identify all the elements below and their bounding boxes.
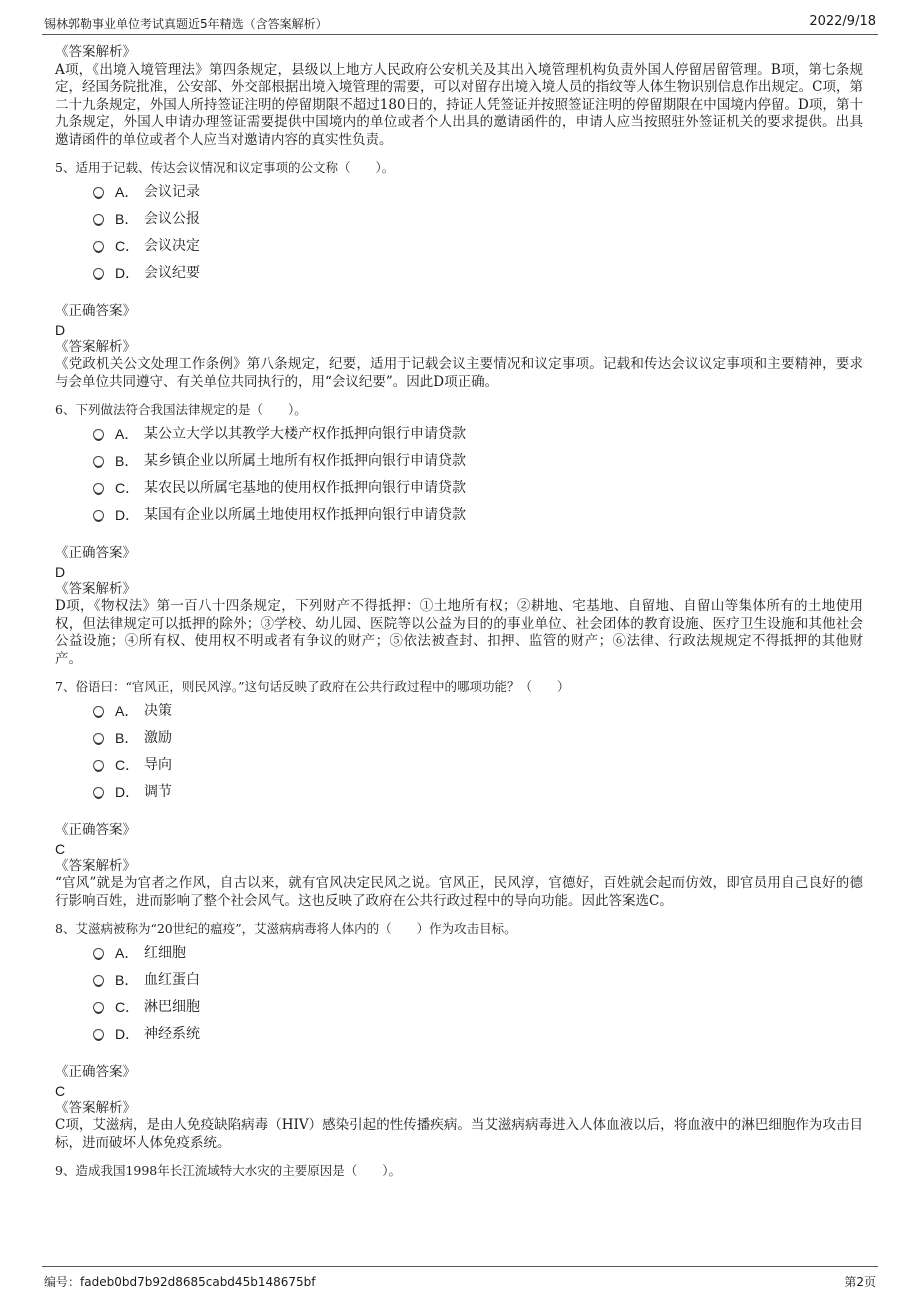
- option-letter: B．: [115, 211, 139, 227]
- option-text: 某公立大学以其教学大楼产权作抵押向银行申请贷款: [144, 426, 466, 442]
- option-text: 激励: [144, 730, 172, 746]
- option-text: 决策: [144, 703, 172, 719]
- option-c[interactable]: [55, 477, 863, 504]
- radio-icon[interactable]: [93, 760, 104, 771]
- question-6: 6、下列做法符合我国法律规定的是（ ）。: [55, 402, 307, 417]
- question-5: 5、适用于记载、传达会议情况和议定事项的公文称（ ）。: [55, 160, 395, 175]
- option-letter: B．: [115, 453, 139, 469]
- option-text: 神经系统: [144, 1026, 200, 1042]
- option-letter: A．: [115, 426, 139, 442]
- option-c[interactable]: [55, 996, 863, 1023]
- option-a[interactable]: [55, 181, 863, 208]
- correct-answer: C: [55, 1082, 66, 1099]
- correct-answer: D: [55, 321, 66, 338]
- analysis-label: 《答案解析》: [55, 338, 136, 355]
- option-a[interactable]: [55, 942, 863, 969]
- option-text: 导向: [144, 757, 172, 773]
- correct-answer-label: 《正确答案》: [55, 822, 136, 838]
- radio-icon[interactable]: [93, 510, 104, 521]
- option-text: 某乡镇企业以所属土地所有权作抵押向银行申请贷款: [144, 453, 466, 469]
- analysis-label: 《答案解析》: [55, 1099, 136, 1116]
- question-7: 7、俗语曰：“官风正，则民风淳。”这句话反映了政府在公共行政过程中的哪项功能？（ ）: [55, 679, 570, 694]
- radio-icon[interactable]: [93, 187, 104, 198]
- analysis-label: 《答案解析》: [55, 857, 136, 874]
- page-footer: [42, 1266, 878, 1291]
- option-b[interactable]: [55, 969, 863, 996]
- radio-icon[interactable]: [93, 733, 104, 744]
- radio-icon[interactable]: [93, 975, 104, 986]
- option-a[interactable]: [55, 423, 863, 450]
- analysis-text: 《党政机关公文处理工作条例》第八条规定，纪要，适用于记载会议主要情况和议定事项。记载和传达会议议定事项和主要精神，要求与会单位共同遵守、有关单位共同执行的，用“会议纪要”。因此D项正确。: [55, 356, 863, 390]
- option-text: 会议公报: [144, 211, 200, 227]
- option-text: 会议记录: [144, 184, 200, 200]
- option-d[interactable]: [55, 262, 863, 289]
- radio-icon[interactable]: [93, 1002, 104, 1013]
- analysis-label: 《答案解析》: [55, 44, 136, 60]
- option-letter: C．: [115, 757, 140, 773]
- analysis-text: C项，艾滋病，是由人免疫缺陷病毒（HIV）感染引起的性传播疾病。当艾滋病病毒进入人体血液以后，将血液中的淋巴细胞作为攻击目标，进而破坏人体免疫系统。: [55, 1117, 863, 1151]
- analysis-text: “官风”就是为官者之作风，自古以来，就有官风决定民风之说。官风正，民风淳，官德好，百姓就会起而仿效，即官员用自己良好的德行影响百姓，进而影响了整个社会风气。这也反映了政府在公共行政过程中的导向功能。因此答案选C。: [55, 875, 863, 909]
- option-text: 调节: [144, 784, 172, 800]
- option-letter: D．: [115, 784, 140, 800]
- option-text: 红细胞: [144, 945, 186, 961]
- radio-icon[interactable]: [93, 706, 104, 717]
- document-title: 锡林郭勒事业单位考试真题近5年精选（含答案解析）: [44, 17, 328, 31]
- analysis-text: D项，《物权法》第一百八十四条规定，下列财产不得抵押：①土地所有权；②耕地、宅基地、自留地、自留山等集体所有的土地使用权，但法律规定可以抵押的除外；③学校、幼儿园、医院等以公益为目的的事业单位、社会团体的教育设施、医疗卫生设施和其他社会公益设施；④所有权、使用权不明或者有争议的财产；⑤依法被查封、扣押、监管的财产；⑥法律、行政法规规定不得抵押的其他财产。: [55, 598, 863, 667]
- radio-icon[interactable]: [93, 948, 104, 959]
- option-letter: B．: [115, 972, 139, 988]
- radio-icon[interactable]: [93, 1029, 104, 1040]
- analysis-text: A项，《出境入境管理法》第四条规定，县级以上地方人民政府公安机关及其出入境管理机构负责外国人停留居留管理。B项，第七条规定，经国务院批准，公安部、外交部根据出境入境管理的需要，可以对留存出境入境人员的指纹等人体生物识别信息作出规定。C项，第二十九条规定，外国人所持签证注明的停留期限不超过180日的，持证人凭签证并按照签证注明的停留期限在中国境内停留。D项，第十九条规定，外国人申请办理签证需要提供中国境内的单位或者个人出具的邀请函件的，申请人应当按照驻外签证机关的要求提供。出具邀请函件的单位或者个人应当对邀请内容的真实性负责。: [55, 61, 863, 148]
- option-letter: C．: [115, 480, 140, 496]
- page-content: [55, 44, 863, 1184]
- radio-icon[interactable]: [93, 241, 104, 252]
- option-text: 会议决定: [144, 238, 200, 254]
- option-letter: D．: [115, 1026, 140, 1042]
- correct-answer-label: 《正确答案》: [55, 545, 136, 561]
- option-a[interactable]: [55, 700, 863, 727]
- radio-icon[interactable]: [93, 483, 104, 494]
- correct-answer-label: 《正确答案》: [55, 303, 136, 319]
- option-letter: A．: [115, 184, 139, 200]
- correct-answer: C: [55, 840, 66, 857]
- radio-icon[interactable]: [93, 268, 104, 279]
- option-letter: C．: [115, 999, 140, 1015]
- option-b[interactable]: [55, 208, 863, 235]
- radio-icon[interactable]: [93, 429, 104, 440]
- page-number: 第2页: [844, 1275, 876, 1289]
- option-letter: D．: [115, 507, 140, 523]
- option-text: 会议纪要: [144, 265, 200, 281]
- radio-icon[interactable]: [93, 214, 104, 225]
- option-text: 某农民以所属宅基地的使用权作抵押向银行申请贷款: [144, 480, 466, 496]
- page-header: [42, 10, 878, 35]
- option-c[interactable]: [55, 235, 863, 262]
- option-text: 血红蛋白: [144, 972, 200, 988]
- option-b[interactable]: [55, 727, 863, 754]
- option-c[interactable]: [55, 754, 863, 781]
- option-d[interactable]: [55, 781, 863, 808]
- option-letter: A．: [115, 945, 139, 961]
- radio-icon[interactable]: [93, 787, 104, 798]
- question-9: 9、造成我国1998年长江流域特大水灾的主要原因是（ ）。: [55, 1163, 402, 1178]
- radio-icon[interactable]: [93, 456, 104, 467]
- option-letter: D．: [115, 265, 140, 281]
- analysis-label: 《答案解析》: [55, 580, 136, 597]
- option-letter: A．: [115, 703, 139, 719]
- option-text: 淋巴细胞: [144, 999, 200, 1015]
- option-d[interactable]: [55, 1023, 863, 1050]
- option-d[interactable]: [55, 504, 863, 531]
- document-code: 编号：fadeb0bd7b92d8685cabd45b148675bf: [44, 1275, 316, 1289]
- document-date: 2022/9/18: [809, 14, 876, 29]
- option-letter: C．: [115, 238, 140, 254]
- option-b[interactable]: [55, 450, 863, 477]
- correct-answer: D: [55, 563, 66, 580]
- option-letter: B．: [115, 730, 139, 746]
- option-text: 某国有企业以所属土地使用权作抵押向银行申请贷款: [144, 507, 466, 523]
- question-8: 8、艾滋病被称为“20世纪的瘟疫”，艾滋病病毒将人体内的（ ）作为攻击目标。: [55, 921, 517, 936]
- correct-answer-label: 《正确答案》: [55, 1064, 136, 1080]
